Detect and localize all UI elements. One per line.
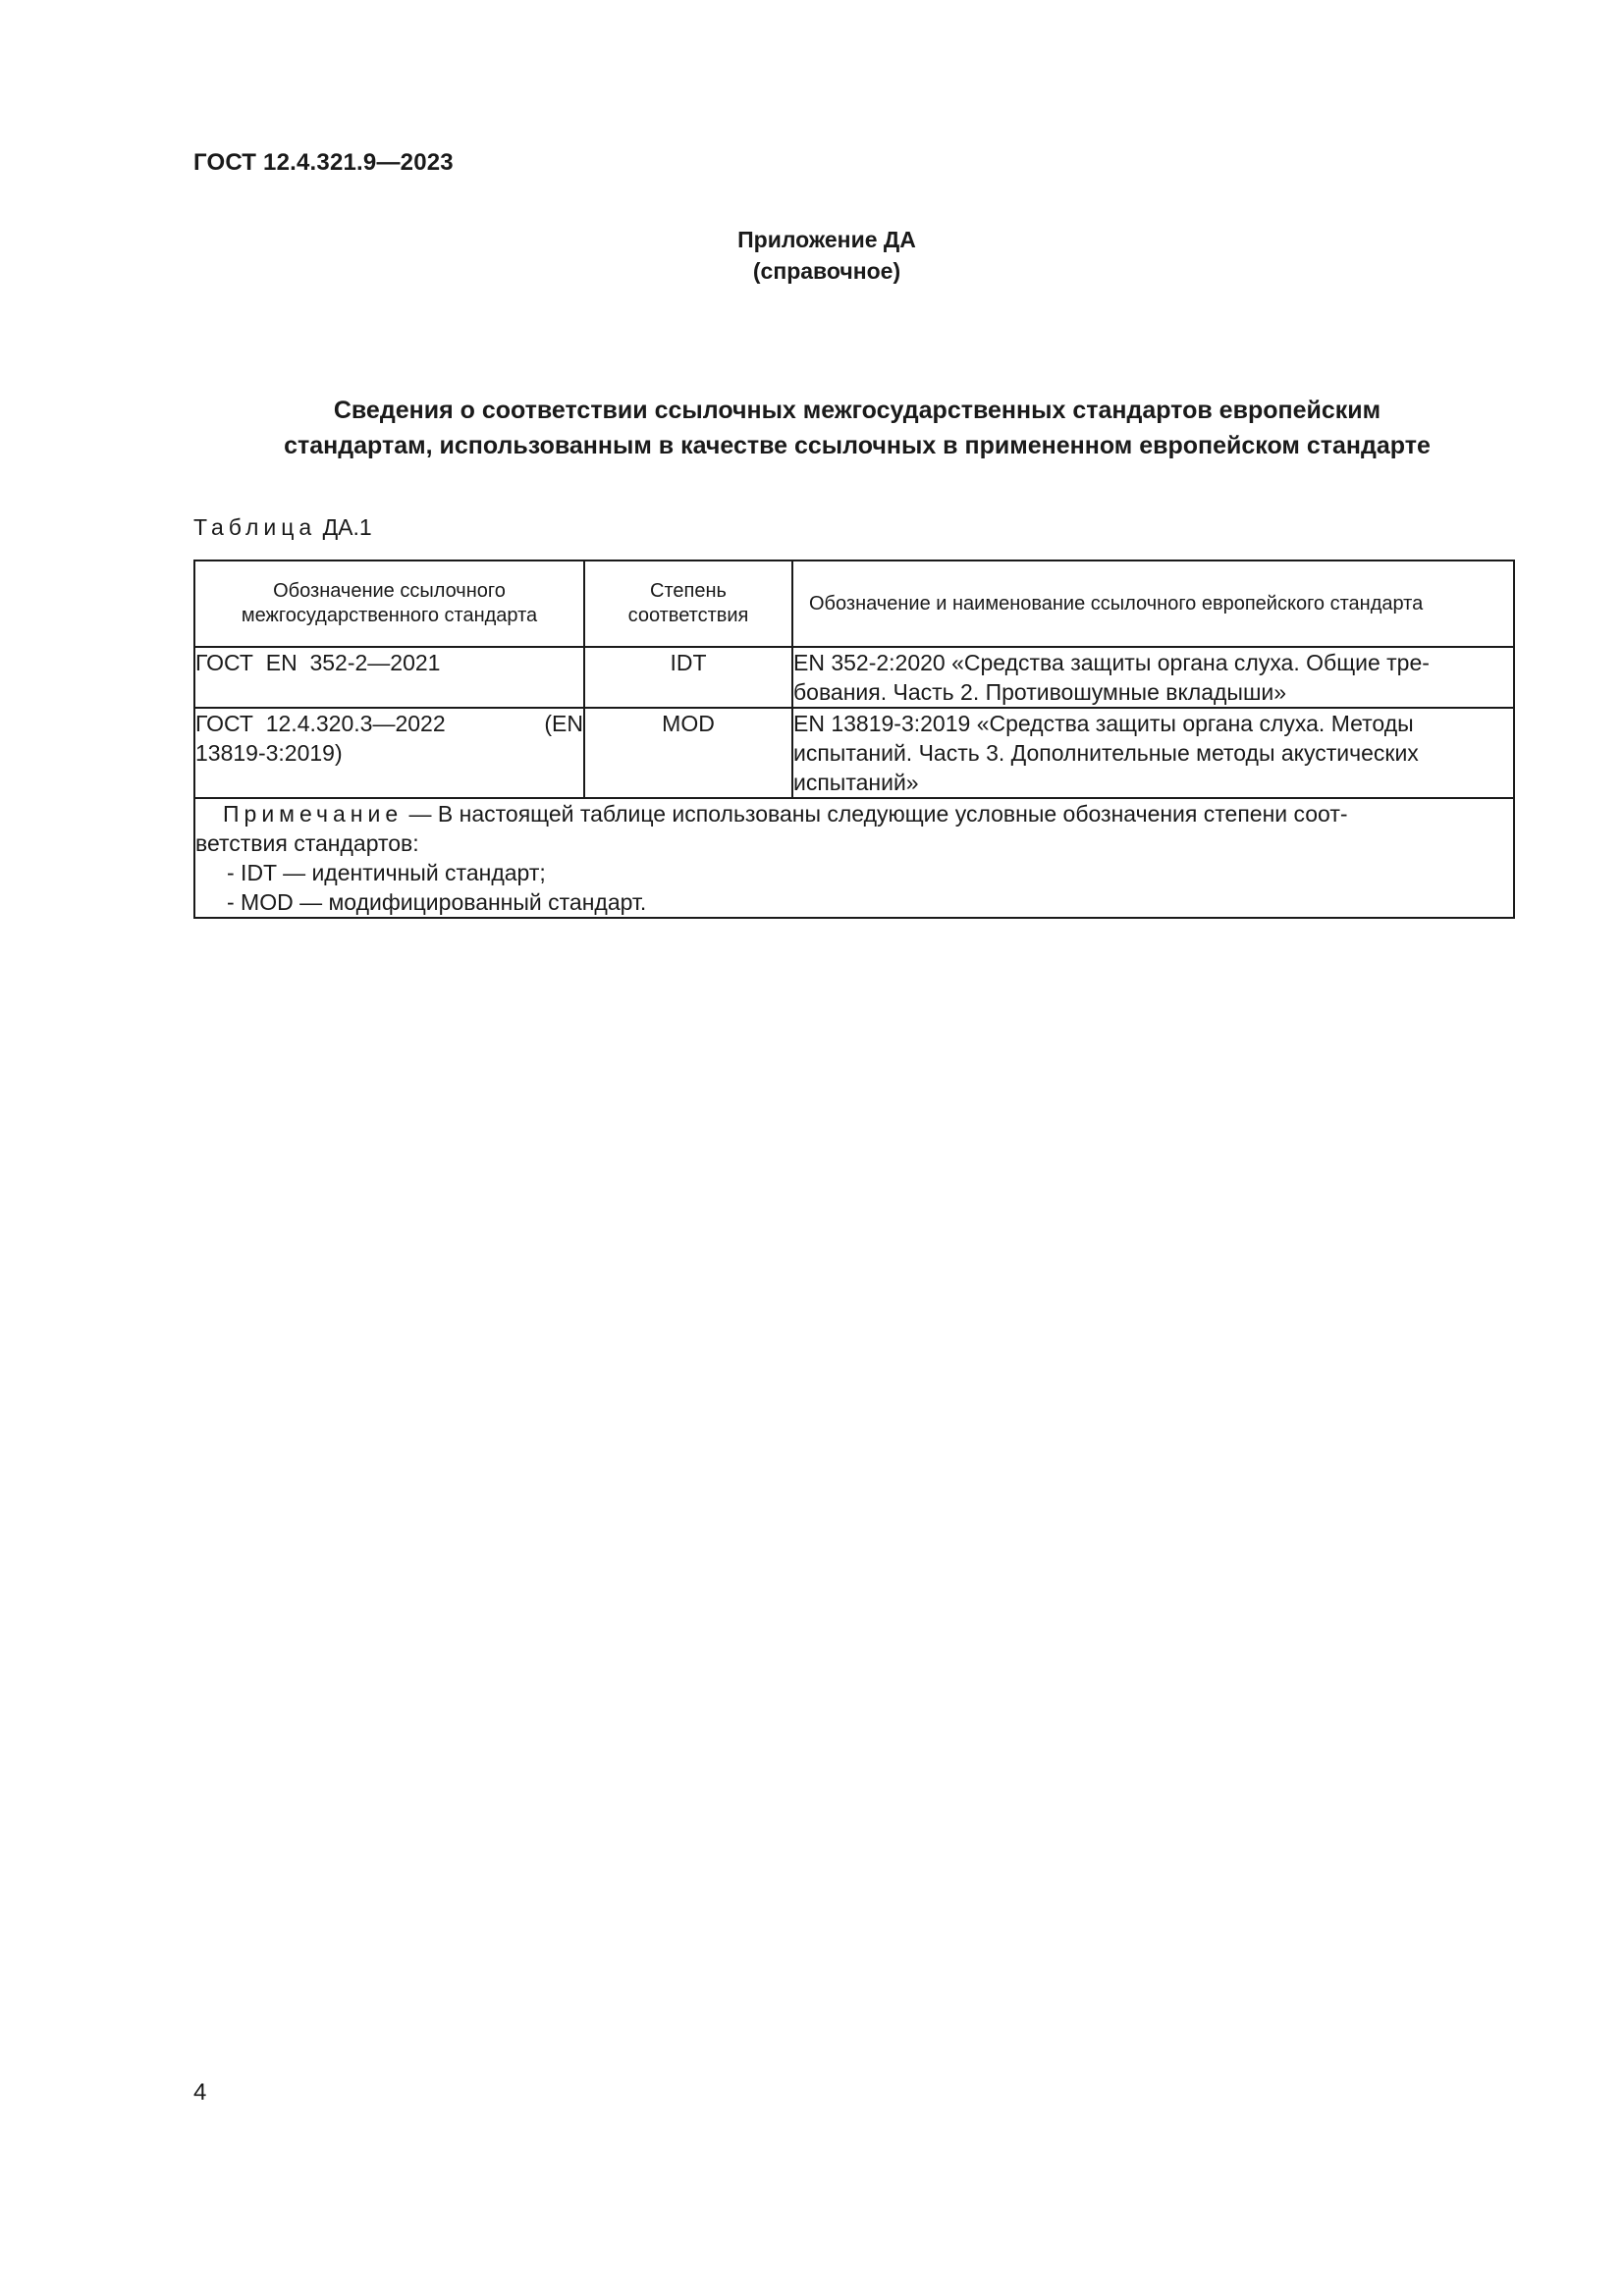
row1-designation xyxy=(194,647,584,708)
row2-european-line2: испытаний. Часть 3. Дополнительные методы акустических xyxy=(793,740,1419,766)
row2-designation-part3: 13819-3:2019) xyxy=(195,740,343,766)
row1-european xyxy=(792,647,1514,708)
table-header-row xyxy=(194,561,1514,647)
table-caption xyxy=(193,514,372,541)
table-row xyxy=(194,647,1514,708)
row2-european-line1: EN 13819-3:2019 «Средства защиты органа слуха. Методы xyxy=(793,711,1414,736)
row2-designation-part1: ГОСТ 12.4.320.3—2022 xyxy=(195,711,446,736)
header-col2-line1: Степень xyxy=(650,580,727,602)
row2-designation xyxy=(194,708,584,798)
row1-european-line2: бования. Часть 2. Противошумные вкладыши» xyxy=(793,679,1287,705)
table-note xyxy=(194,798,1514,918)
reference-standards-table xyxy=(193,560,1515,919)
header-col3: Обозначение и наименование ссылочного европейского стандарта xyxy=(809,592,1424,614)
row2-degree-text: MOD xyxy=(662,711,715,736)
document-code: ГОСТ 12.4.321.9—2023 xyxy=(193,149,454,176)
table-caption-number: ДА.1 xyxy=(322,514,372,540)
table-row xyxy=(194,708,1514,798)
row1-european-line1: EN 352-2:2020 «Средства защиты органа слуха. Общие тре- xyxy=(793,650,1430,675)
table-note-row xyxy=(194,798,1514,918)
row1-designation-text: ГОСТ EN 352-2—2021 xyxy=(195,650,441,675)
section-title-line1: Сведения о соответствии ссылочных межгосударственных стандартов европейским xyxy=(333,397,1381,424)
note-label: Примечание xyxy=(223,801,404,827)
header-col2-line2: соответствия xyxy=(627,605,749,626)
header-col1-line2: межгосударственного стандарта xyxy=(241,605,538,626)
note-item-idt: - IDT — идентичный стандарт; xyxy=(227,860,546,885)
annex-type: (справочное) xyxy=(752,258,901,284)
annex-heading xyxy=(0,224,1624,287)
note-head xyxy=(195,799,1513,828)
note-item-mod: - MOD — модифицированный стандарт. xyxy=(227,889,647,915)
header-col1-line1: Обозначение ссылочного xyxy=(273,580,506,602)
row1-degree-text: IDT xyxy=(670,650,707,675)
row2-european xyxy=(792,708,1514,798)
section-title-line2: стандартам, использованным в качестве ссылочных в примененном европейском стандарте xyxy=(284,432,1431,459)
header-degree xyxy=(584,561,792,647)
header-european-standard xyxy=(792,561,1514,647)
row2-european-line3: испытаний» xyxy=(793,770,919,795)
header-interstate-standard xyxy=(194,561,584,647)
section-title xyxy=(193,393,1521,463)
note-text-line1: — В настоящей таблице использованы следующие условные обозначения степени соот- xyxy=(403,801,1348,827)
note-text-line2: ветствия стандартов: xyxy=(195,830,419,856)
annex-title: Приложение ДА xyxy=(737,227,916,252)
row2-designation-part2: (EN xyxy=(544,711,583,736)
row1-degree xyxy=(584,647,792,708)
page-number: 4 xyxy=(193,2079,207,2106)
row2-degree xyxy=(584,708,792,798)
table-caption-word: Таблица xyxy=(193,514,317,540)
row2-designation-line1 xyxy=(195,709,583,738)
